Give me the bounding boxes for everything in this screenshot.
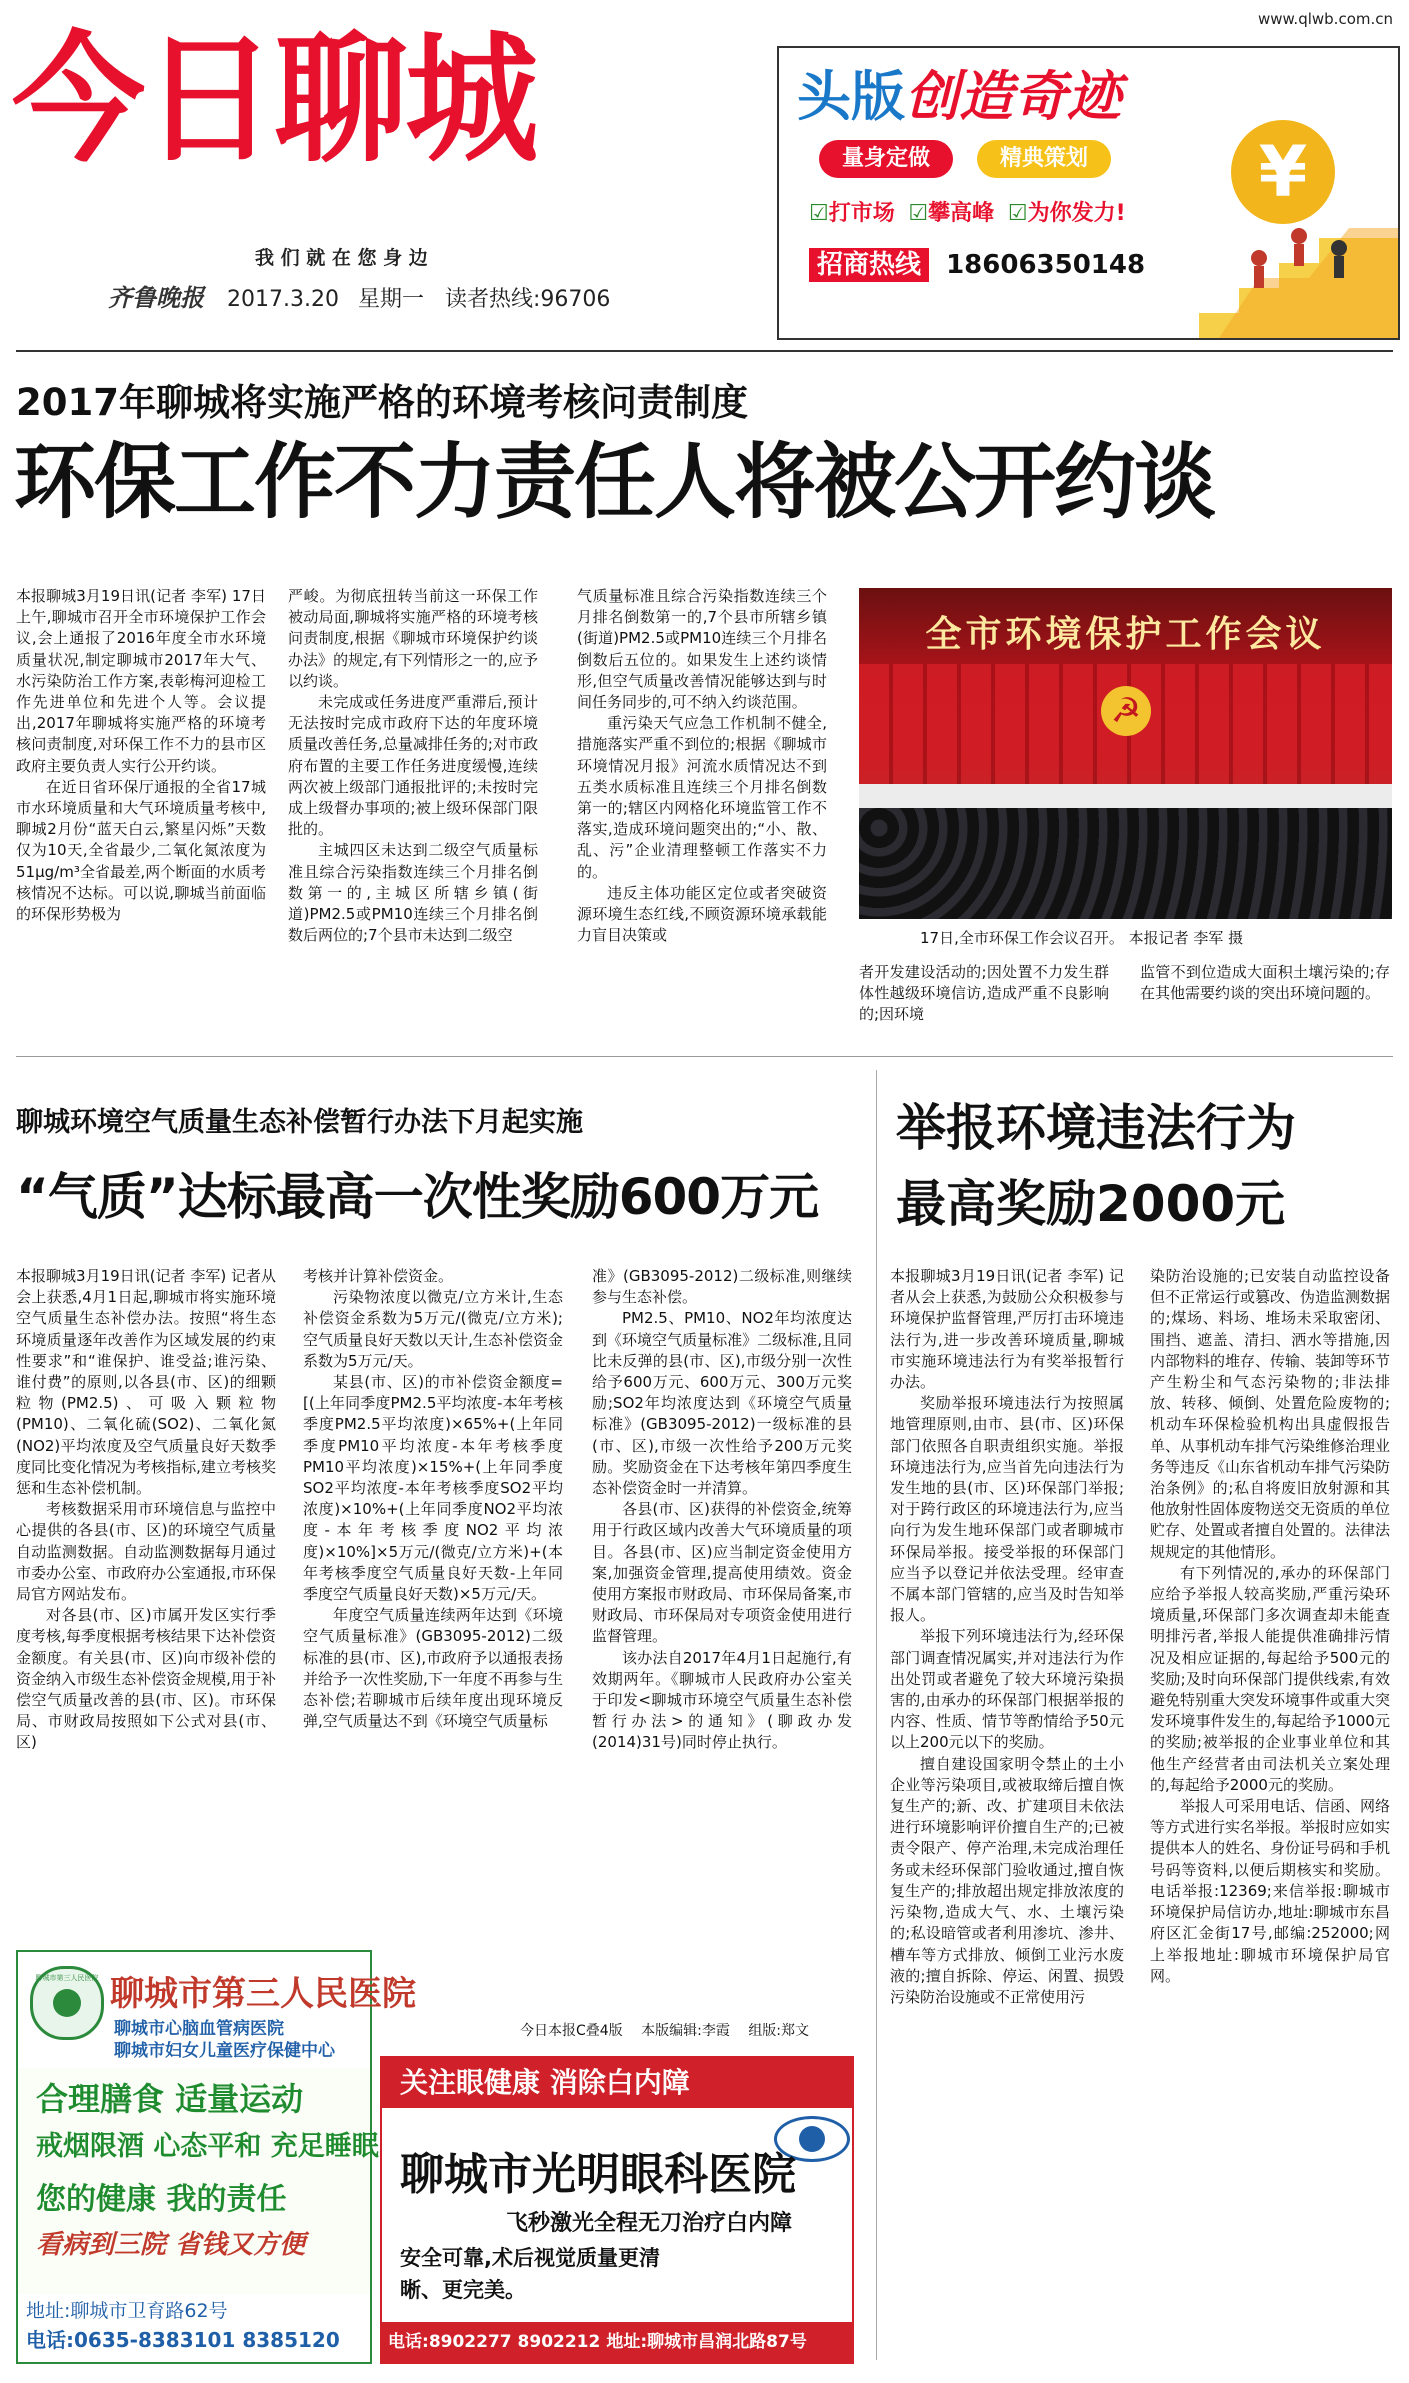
masthead-slogan: 我 们 就 在 您 身 边 (255, 247, 428, 269)
story3-headline (896, 1090, 1296, 1242)
paragraph: 举报人可采用电话、信函、网络等方式进行实名举报。举报时应如实提供本人的姓名、身份证号码和手机号码等资料,以便后期核实和奖励。电话举报:12369;来信举报:聊城市环境保护局信访办,地址:聊城市东昌府区汇金街17号,邮编:252000;网上举报地址:聊城市环境保护局官网。 (1150, 1797, 1391, 1985)
paragraph: 污染物浓度以微克/立方米计,生态补偿资金系数为5万元/(微克/立方米);空气质量良好天数以天计,生态补偿资金系数为5万元/天。 (303, 1288, 563, 1370)
lead-column-2 (288, 586, 538, 1048)
masthead-info (108, 278, 610, 313)
paragraph: 染防治设施的;已安装自动监控设备但不正常运行或篡改、伪造监测数据的;煤场、料场、堆场未采取密闭、围挡、遮盖、清扫、洒水等措施,因内部物料的堆存、传输、装卸等环节产生粉尘和气态污染物的;非法排放、转移、倾倒、处置危险废物的;机动车环保检验机构出具虚假报告单、从事机动车排气污染维修治理业务等违反《山东省机动车排气污染防治条例》的;私自将废旧放射源和其他放射性固体废物送交无资质的单位贮存、处置或者擅自处置的。法律法规规定的其他情形。 (1150, 1267, 1391, 1561)
paragraph: 重污染天气应急工作机制不健全,措施落实严重不到位的;根据《聊城市环境情况月报》河流水质情况达不到五类水质标准且连续三个月排名倒数第一的;辖区内网格化环境监管工作不落实,造成环境问题突出的;“小、散、乱、污”企业清理整顿工作落实不力的。 (577, 714, 827, 881)
lead-column-1 (16, 586, 266, 1048)
site-url[interactable]: www.qlwb.com.cn (1258, 10, 1393, 28)
story3-column-1 (890, 1266, 1124, 2356)
hospital-phone[interactable]: 电话:0635-8383101 8385120 (26, 2328, 340, 2352)
eye-ad-desc: 安全可靠,术后视觉质量更清晰、更完美。 (400, 2246, 660, 2302)
story2-kicker: 聊城环境空气质量生态补偿暂行办法下月起实施 (16, 1107, 583, 1138)
story3-headline-line1: 举报环境违法行为 (896, 1099, 1296, 1157)
paragraph: 监管不到位造成大面积土壤污染的;存在其他需要约谈的突出环境问题的。 (1140, 963, 1390, 1003)
check-icon: ☑ (809, 201, 829, 226)
paragraph: 有下列情况的,承办的环保部门应给予举报人较高奖励,严重污染环境质量,环保部门多次调查却未能查明排污者,举报人能提供准确排污情况及相应证据的,每起给予500元的奖励;及时向环保部门提供线索,有效避免特别重大突发环境事件或重大突发环境事件发生的,每起给予1000元的奖励;被举报的企业事业单位和其他生产经营者由司法机关立案处理的,每起给予2000元的奖励。 (1150, 1563, 1391, 1794)
lead-headline: 环保工作不力责任人将被公开约谈 (14, 435, 1215, 530)
hospital-slogan-4: 看病到三院 省钱又方便 (36, 2230, 306, 2260)
paper-name: 齐鲁晚报 (108, 283, 204, 312)
lead-column-3 (577, 586, 827, 1048)
hospital-slogan-1: 合理膳食 适量运动 (36, 2080, 304, 2118)
paragraph: 者开发建设活动的;因处置不力发生群体性越级环境信访,造成严重不良影响的;因环境 (859, 963, 1109, 1024)
paragraph: 严峻。为彻底扭转当前这一环保工作被动局面,聊城将实施严格的环境考核问责制度,根据《聊城市环境保护约谈办法》的规定,有下列情形之一的,应予以约谈。 (288, 587, 538, 690)
paragraph: 本报聊城3月19日讯(记者 李军) 记者从会上获悉,4月1日起,聊城市将实施环境空气质量生态补偿办法。按照“将生态环境质量逐年改善作为区域发展的约束性要求”和“谁保护、谁受益;谁污染、谁付费”的原则,以各县(市、区)的细颗粒物(PM2.5)、可吸入颗粒物(PM10)、二氧化硫(SO2)、二氧化氮(NO2)平均浓度及空气质量良好天数季度同比变化情况为考核指标,建立考核奖惩和生态补偿机制。 (16, 1267, 276, 1498)
check-icon: ☑ (908, 201, 929, 226)
paragraph: 年度空气质量连续两年达到《环境空气质量标准》(GB3095-2012)二级标准的县(市、区),市政府予以通报表扬并给予一次性奖励,下一年度不再参与生态补偿;若聊城市后续年度出现环境反弹,空气质量达不到《环境空气质量标 (303, 1606, 563, 1731)
issue-date: 2017.3.20 (227, 287, 339, 312)
top-ad-headline: 头版创造奇迹 (797, 65, 1121, 128)
lead-column-5 (1140, 962, 1390, 1048)
eye-ad-contact[interactable]: 电话:8902277 8902212 地址:聊城市昌润北路87号 (382, 2322, 852, 2362)
hospital-ad[interactable] (16, 1950, 416, 2364)
masthead-logo: 今日聊城 (12, 19, 537, 182)
paragraph: 该办法自2017年4月1日起施行,有效期两年。《聊城市人民政府办公室关于印发<聊城市环境空气质量生态补偿暂行办法>的通知》(聊政办发(2014)31号)同时停止执行。 (592, 1648, 852, 1752)
party-emblem-icon: ☭ (1101, 686, 1151, 736)
eye-hospital-name: 聊城市光明眼科医院 (400, 2149, 796, 2200)
paragraph: 在近日省环保厅通报的全省17城市水环境质量和大气环境质量考核中,聊城2月份“蓝天白云,繁星闪烁”天数仅为10天,全省最少,二氧化氮浓度为51μg/m³全省最差,两个断面的水质考核情况不达标。可以说,聊城当前面临的环保形势极为 (16, 777, 266, 924)
paragraph: 考核并计算补偿资金。 (303, 1267, 454, 1285)
top-ad-checks: ☑打市场 ☑攀高峰 ☑为你发力! (809, 201, 1126, 226)
lead-photo (859, 588, 1392, 919)
top-ad-phone[interactable]: 招商热线 18606350148 (809, 244, 1145, 281)
lead-column-4 (859, 962, 1109, 1048)
story2-column-2 (303, 1266, 563, 1946)
paragraph: 某县(市、区)的市补偿资金额度=[(上年同季度PM2.5平均浓度-本年考核季度PM2.5平均浓度)×65%+(上年同季度PM10平均浓度-本年考核季度PM10平均浓度)×15%+(上年同季度SO2平均浓度-本年考核季度SO2平均浓度)×10%+(上年同季度NO2平均浓度-本年考核季度NO2平均浓度)×10%]×5万元/(微克/立方米)+(本年考核季度空气质量良好天数-上年同季度空气质量良好天数)×5万元/天。 (303, 1373, 563, 1604)
edition-label: 今日本报C叠4版 (520, 2023, 623, 2039)
stairs-graphic-icon (1199, 218, 1398, 338)
paragraph: 气质量标准且综合污染指数连续三个月排名倒数第一的,7个县市所辖乡镇(街道)PM2.5或PM10连续三个月排名倒数后五位的。如果发生上述约谈情形,但空气质量改善情况能够达到与时间任务同步的,可不纳入约谈范围。 (577, 587, 827, 712)
paragraph: 举报下列环境违法行为,经环保部门调查情况属实,并对违法行为作出处罚或者避免了较大环境污染损害的,由承办的环保部门根据举报的内容、性质、情节等酌情给予50元以上200元以下的奖励。 (890, 1627, 1124, 1752)
story3-column-2 (1150, 1266, 1390, 2356)
yuan-icon: ¥ (1231, 120, 1335, 224)
eye-ad[interactable] (380, 2056, 854, 2364)
story2-column-3 (592, 1266, 852, 1946)
paragraph: 本报聊城3月19日讯(记者 李军) 17日上午,聊城市召开全市环境保护工作会议,会上通报了2016年度全市水环境质量状况,制定聊城市2017年大气、水污染防治工作方案,表彰梅河迎检工作先进单位和先进个人等。会议提出,2017年聊城将实施严格的环境考核问责制度,对环保工作不力的县市区政府主要负责人实行公开约谈。 (16, 587, 266, 775)
edition-footer: 今日本报C叠4版 本版编辑:李霞 组版:郑文 (520, 2023, 810, 2039)
paragraph: 未完成或任务进度严重滞后,预计无法按时完成市政府下达的年度环境质量改善任务,总量减排任务的;对市政府布置的主要工作任务进度缓慢,连续两次被上级部门通报批评的;未按时完成上级督办事项的;被上级环保部门限批的。 (288, 693, 538, 839)
check-icon: ☑ (1007, 201, 1028, 226)
paragraph: 主城四区未达到二级空气质量标准且综合污染指数连续三个月排名倒数第一的,主城区所辖乡镇(街道)PM2.5或PM10连续三个月排名倒数后两位的;7个县市未达到二级空 (288, 841, 538, 945)
issue-weekday: 星期一 (357, 287, 424, 312)
hospital-address: 地址:聊城市卫育路62号 (26, 2300, 228, 2322)
layout-name: 郑文 (781, 2023, 810, 2039)
photo-stage-banner: 全市环境保护工作会议 (925, 614, 1326, 655)
eye-ad-tagline: 飞秒激光全程无刀治疗白内障 (506, 2211, 793, 2236)
eye-ad-banner: 关注眼健康 消除白内障 (382, 2058, 852, 2108)
story2-column-1 (16, 1266, 276, 1946)
hospital-name: 聊城市第三人民医院 (110, 1974, 416, 2014)
paragraph: 对各县(市、区)市属开发区实行季度考核,每季度根据考核结果下达补偿资金额度。有关县(市、区)向市级补偿的资金纳入市级生态补偿资金规模,用于补偿空气质量改善的县(市、区)。市环保局、市财政局按照如下公式对县(市、区) (16, 1606, 276, 1752)
paragraph: 奖励举报环境违法行为按照属地管理原则,由市、县(市、区)环保部门依照各自职责组织实施。举报环境违法行为,应当首先向违法行为发生地的县(市、区)环保部门举报;对于跨行政区的环境违法行为,应当向行为发生地环保部门或者聊城市环保局举报。接受举报的环保部门应当予以登记并依法受理。经审查不属本部门管辖的,应当及时告知举报人。 (890, 1394, 1124, 1625)
editor-name: 李霞 (701, 2023, 730, 2039)
top-ad[interactable] (777, 46, 1400, 340)
hospital-slogan-3: 您的健康 我的责任 (36, 2182, 287, 2217)
hospital-sub1: 聊城市心脑血管病医院 (114, 2019, 284, 2039)
story3-headline-line2: 最高奖励2000元 (896, 1175, 1286, 1233)
paragraph: PM2.5、PM10、NO2年均浓度达到《环境空气质量标准》二级标准,且同比未反弹的县(市、区),市级分别一次性给予600万元、600万元、300万元奖励;SO2年均浓度达到《环境空气质量标准》(GB3095-2012)一级标准的县(市、区),市级一次性给予200万元奖励。奖励资金在下达考核年第四季度生态补偿资金时一并清算。 (592, 1309, 852, 1498)
hospital-slogan-2: 戒烟限酒 心态平和 充足睡眠 (36, 2131, 379, 2162)
hotline-number: 96706 (540, 287, 611, 312)
hospital-sub2: 聊城市妇女儿童医疗保健中心 (114, 2041, 335, 2061)
paragraph: 违反主体功能区定位或者突破资源环境生态红线,不顾资源环境承载能力盲目决策或 (577, 883, 827, 945)
top-ad-badge-1: 量身定做 (819, 140, 953, 178)
paragraph: 本报聊城3月19日讯(记者 李军) 记者从会上获悉,为鼓励公众积极参与环境保护监督管理,严厉打击环境违法行为,进一步改善环境质量,聊城市实施环境违法行为有奖举报暂行办法。 (890, 1267, 1124, 1392)
top-ad-badge-2: 精典策划 (977, 140, 1111, 178)
paragraph: 各县(市、区)获得的补偿资金,统筹用于行政区域内改善大气环境质量的项目。各县(市、区)应当制定资金使用方案,加强资金管理,提高使用绩效。资金使用方案报市财政局、市环保局备案,市财政局、市环保局对专项资金使用进行监督管理。 (592, 1500, 852, 1646)
hotline-label: 读者热线: (444, 287, 541, 312)
lead-kicker: 2017年聊城将实施严格的环境考核问责制度 (16, 381, 748, 424)
paragraph: 擅自建设国家明令禁止的土小企业等污染项目,或被取缔后擅自恢复生产的;新、改、扩建项目未依法进行环境影响评价擅自生产的;已被责令限产、停产治理,未完成治理任务或未经环保部门验收通过,擅自恢复生产的;排放超出规定排放浓度的污染物,造成大气、水、土壤污染的;私设暗管或者利用渗坑、渗井、槽车等方式排放、倾倒工业污水废液的;擅自拆除、停运、闲置、损毁污染防治设施或不正常使用污 (890, 1754, 1124, 2006)
story2-headline: “气质”达标最高一次性奖励600万元 (16, 1168, 819, 1226)
paragraph: 考核数据采用市环境信息与监控中心提供的各县(市、区)的环境空气质量自动监测数据。自动监测数据每月通过市委办公室、市政府办公室通报,市环保局官方网站发布。 (16, 1500, 276, 1604)
paragraph: 准》(GB3095-2012)二级标准,则继续参与生态补偿。 (592, 1267, 852, 1307)
hospital-logo-icon: 聊城市第三人民医院 (30, 1966, 104, 2040)
lead-photo-caption: 17日,全市环保工作会议召开。 本报记者 李军 摄 (920, 929, 1244, 947)
